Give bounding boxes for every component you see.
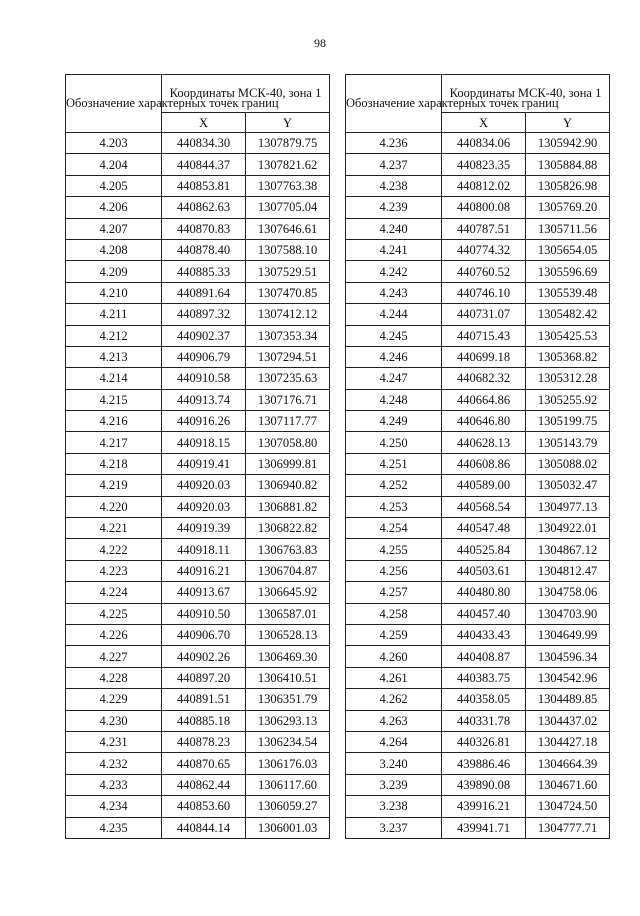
y-coordinate-cell: 1306940.82 bbox=[246, 475, 330, 496]
x-coordinate-cell: 440902.26 bbox=[162, 646, 246, 667]
y-coordinate-cell: 1304724.50 bbox=[526, 796, 610, 817]
table-row bbox=[346, 774, 610, 795]
coordinates-table-right bbox=[345, 74, 610, 839]
table-row bbox=[346, 560, 610, 581]
header-coordinates: Координаты МСК-40, зона 1 bbox=[162, 75, 330, 113]
header-y: Y bbox=[246, 113, 330, 133]
table-row bbox=[66, 218, 330, 239]
point-id-cell: 4.246 bbox=[346, 346, 442, 367]
point-id-cell: 4.219 bbox=[66, 475, 162, 496]
y-coordinate-cell: 1304542.96 bbox=[526, 667, 610, 688]
x-coordinate-cell: 440358.05 bbox=[442, 689, 526, 710]
y-coordinate-cell: 1305826.98 bbox=[526, 175, 610, 196]
x-coordinate-cell: 440897.32 bbox=[162, 304, 246, 325]
table-row bbox=[66, 154, 330, 175]
point-id-cell: 4.223 bbox=[66, 560, 162, 581]
header-coordinates: Координаты МСК-40, зона 1 bbox=[442, 75, 610, 113]
point-id-cell: 4.263 bbox=[346, 710, 442, 731]
x-coordinate-cell: 440853.60 bbox=[162, 796, 246, 817]
table-row bbox=[66, 389, 330, 410]
y-coordinate-cell: 1304758.06 bbox=[526, 582, 610, 603]
point-id-cell: 4.240 bbox=[346, 218, 442, 239]
x-coordinate-cell: 439890.08 bbox=[442, 774, 526, 795]
table-row bbox=[346, 154, 610, 175]
table-row bbox=[346, 432, 610, 453]
y-coordinate-cell: 1304867.12 bbox=[526, 539, 610, 560]
y-coordinate-cell: 1306410.51 bbox=[246, 667, 330, 688]
y-coordinate-cell: 1306293.13 bbox=[246, 710, 330, 731]
table-row bbox=[66, 175, 330, 196]
table-row bbox=[66, 496, 330, 517]
table-row bbox=[346, 667, 610, 688]
y-coordinate-cell: 1307176.71 bbox=[246, 389, 330, 410]
table-row bbox=[66, 731, 330, 752]
point-id-cell: 4.225 bbox=[66, 603, 162, 624]
y-coordinate-cell: 1305032.47 bbox=[526, 475, 610, 496]
y-coordinate-cell: 1305942.90 bbox=[526, 133, 610, 154]
point-id-cell: 4.237 bbox=[346, 154, 442, 175]
y-coordinate-cell: 1304977.13 bbox=[526, 496, 610, 517]
table-row bbox=[346, 368, 610, 389]
table-row bbox=[346, 646, 610, 667]
y-coordinate-cell: 1304649.99 bbox=[526, 624, 610, 645]
x-coordinate-cell: 440862.44 bbox=[162, 774, 246, 795]
point-id-cell: 4.216 bbox=[66, 411, 162, 432]
table-row bbox=[346, 518, 610, 539]
point-id-cell: 4.232 bbox=[66, 753, 162, 774]
x-coordinate-cell: 440823.35 bbox=[442, 154, 526, 175]
table-row bbox=[346, 218, 610, 239]
point-id-cell: 4.212 bbox=[66, 325, 162, 346]
header-point-designation: Обозначение характерных точек границ bbox=[346, 75, 442, 133]
table-row bbox=[66, 624, 330, 645]
x-coordinate-cell: 440844.14 bbox=[162, 817, 246, 838]
point-id-cell: 4.260 bbox=[346, 646, 442, 667]
x-coordinate-cell: 440774.32 bbox=[442, 239, 526, 260]
point-id-cell: 4.245 bbox=[346, 325, 442, 346]
point-id-cell: 4.208 bbox=[66, 239, 162, 260]
table-row bbox=[66, 646, 330, 667]
x-coordinate-cell: 440457.40 bbox=[442, 603, 526, 624]
x-coordinate-cell: 440906.70 bbox=[162, 624, 246, 645]
table-row bbox=[346, 175, 610, 196]
point-id-cell: 4.262 bbox=[346, 689, 442, 710]
y-coordinate-cell: 1304427.18 bbox=[526, 731, 610, 752]
y-coordinate-cell: 1306999.81 bbox=[246, 453, 330, 474]
point-id-cell: 4.255 bbox=[346, 539, 442, 560]
header-x: X bbox=[162, 113, 246, 133]
table-row bbox=[346, 689, 610, 710]
y-coordinate-cell: 1307529.51 bbox=[246, 261, 330, 282]
x-coordinate-cell: 440503.61 bbox=[442, 560, 526, 581]
y-coordinate-cell: 1306001.03 bbox=[246, 817, 330, 838]
table-row bbox=[66, 603, 330, 624]
y-coordinate-cell: 1306176.03 bbox=[246, 753, 330, 774]
point-id-cell: 4.258 bbox=[346, 603, 442, 624]
point-id-cell: 4.233 bbox=[66, 774, 162, 795]
point-id-cell: 4.261 bbox=[346, 667, 442, 688]
x-coordinate-cell: 440916.26 bbox=[162, 411, 246, 432]
y-coordinate-cell: 1304664.39 bbox=[526, 753, 610, 774]
x-coordinate-cell: 440853.81 bbox=[162, 175, 246, 196]
point-id-cell: 4.229 bbox=[66, 689, 162, 710]
y-coordinate-cell: 1306763.83 bbox=[246, 539, 330, 560]
x-coordinate-cell: 440920.03 bbox=[162, 475, 246, 496]
table-row bbox=[346, 603, 610, 624]
point-id-cell: 4.264 bbox=[346, 731, 442, 752]
point-id-cell: 4.226 bbox=[66, 624, 162, 645]
x-coordinate-cell: 440862.63 bbox=[162, 197, 246, 218]
x-coordinate-cell: 440918.11 bbox=[162, 539, 246, 560]
x-coordinate-cell: 439916.21 bbox=[442, 796, 526, 817]
x-coordinate-cell: 440628.13 bbox=[442, 432, 526, 453]
table-row bbox=[66, 475, 330, 496]
point-id-cell: 4.210 bbox=[66, 282, 162, 303]
y-coordinate-cell: 1304596.34 bbox=[526, 646, 610, 667]
x-coordinate-cell: 440800.08 bbox=[442, 197, 526, 218]
table-row bbox=[346, 389, 610, 410]
x-coordinate-cell: 440878.23 bbox=[162, 731, 246, 752]
point-id-cell: 4.222 bbox=[66, 539, 162, 560]
y-coordinate-cell: 1307588.10 bbox=[246, 239, 330, 260]
table-row bbox=[66, 453, 330, 474]
table-row bbox=[66, 774, 330, 795]
table-row bbox=[66, 432, 330, 453]
x-coordinate-cell: 440919.41 bbox=[162, 453, 246, 474]
y-coordinate-cell: 1306881.82 bbox=[246, 496, 330, 517]
x-coordinate-cell: 440906.79 bbox=[162, 346, 246, 367]
x-coordinate-cell: 440682.32 bbox=[442, 368, 526, 389]
y-coordinate-cell: 1305199.75 bbox=[526, 411, 610, 432]
y-coordinate-cell: 1305312.28 bbox=[526, 368, 610, 389]
point-id-cell: 4.251 bbox=[346, 453, 442, 474]
point-id-cell: 4.247 bbox=[346, 368, 442, 389]
table-row bbox=[66, 368, 330, 389]
x-coordinate-cell: 440433.43 bbox=[442, 624, 526, 645]
y-coordinate-cell: 1306117.60 bbox=[246, 774, 330, 795]
x-coordinate-cell: 440608.86 bbox=[442, 453, 526, 474]
y-coordinate-cell: 1304703.90 bbox=[526, 603, 610, 624]
y-coordinate-cell: 1305711.56 bbox=[526, 218, 610, 239]
table-row bbox=[346, 624, 610, 645]
table-row bbox=[66, 282, 330, 303]
y-coordinate-cell: 1307353.34 bbox=[246, 325, 330, 346]
table-row bbox=[346, 133, 610, 154]
x-coordinate-cell: 440331.78 bbox=[442, 710, 526, 731]
point-id-cell: 4.213 bbox=[66, 346, 162, 367]
table-row bbox=[66, 796, 330, 817]
y-coordinate-cell: 1307117.77 bbox=[246, 411, 330, 432]
point-id-cell: 4.253 bbox=[346, 496, 442, 517]
x-coordinate-cell: 440834.06 bbox=[442, 133, 526, 154]
table-row bbox=[346, 753, 610, 774]
y-coordinate-cell: 1304812.47 bbox=[526, 560, 610, 581]
y-coordinate-cell: 1306645.92 bbox=[246, 582, 330, 603]
x-coordinate-cell: 440760.52 bbox=[442, 261, 526, 282]
x-coordinate-cell: 440918.15 bbox=[162, 432, 246, 453]
y-coordinate-cell: 1305368.82 bbox=[526, 346, 610, 367]
point-id-cell: 4.209 bbox=[66, 261, 162, 282]
y-coordinate-cell: 1305482.42 bbox=[526, 304, 610, 325]
x-coordinate-cell: 440897.20 bbox=[162, 667, 246, 688]
y-coordinate-cell: 1305539.48 bbox=[526, 282, 610, 303]
point-id-cell: 4.231 bbox=[66, 731, 162, 752]
x-coordinate-cell: 440919.39 bbox=[162, 518, 246, 539]
x-coordinate-cell: 440870.83 bbox=[162, 218, 246, 239]
x-coordinate-cell: 439941.71 bbox=[442, 817, 526, 838]
right-table-body bbox=[346, 133, 610, 839]
table-row bbox=[66, 346, 330, 367]
x-coordinate-cell: 440885.18 bbox=[162, 710, 246, 731]
header-point-designation: Обозначение характерных точек границ bbox=[66, 75, 162, 133]
coordinates-table-left bbox=[65, 74, 330, 839]
point-id-cell: 4.230 bbox=[66, 710, 162, 731]
x-coordinate-cell: 440870.65 bbox=[162, 753, 246, 774]
point-id-cell: 4.235 bbox=[66, 817, 162, 838]
point-id-cell: 4.205 bbox=[66, 175, 162, 196]
y-coordinate-cell: 1307235.63 bbox=[246, 368, 330, 389]
table-row bbox=[346, 710, 610, 731]
point-id-cell: 4.252 bbox=[346, 475, 442, 496]
table-row bbox=[346, 239, 610, 260]
point-id-cell: 4.214 bbox=[66, 368, 162, 389]
table-row bbox=[66, 539, 330, 560]
point-id-cell: 4.228 bbox=[66, 667, 162, 688]
table-row bbox=[346, 796, 610, 817]
point-id-cell: 3.237 bbox=[346, 817, 442, 838]
y-coordinate-cell: 1307470.85 bbox=[246, 282, 330, 303]
x-coordinate-cell: 440664.86 bbox=[442, 389, 526, 410]
y-coordinate-cell: 1304489.85 bbox=[526, 689, 610, 710]
point-id-cell: 3.239 bbox=[346, 774, 442, 795]
table-row bbox=[66, 689, 330, 710]
x-coordinate-cell: 440878.40 bbox=[162, 239, 246, 260]
x-coordinate-cell: 440646.80 bbox=[442, 411, 526, 432]
point-id-cell: 3.238 bbox=[346, 796, 442, 817]
x-coordinate-cell: 440731.07 bbox=[442, 304, 526, 325]
table-row bbox=[346, 731, 610, 752]
point-id-cell: 4.242 bbox=[346, 261, 442, 282]
x-coordinate-cell: 440834.30 bbox=[162, 133, 246, 154]
y-coordinate-cell: 1307705.04 bbox=[246, 197, 330, 218]
point-id-cell: 4.241 bbox=[346, 239, 442, 260]
point-id-cell: 4.239 bbox=[346, 197, 442, 218]
page-number: 98 bbox=[314, 36, 326, 50]
y-coordinate-cell: 1306704.87 bbox=[246, 560, 330, 581]
y-coordinate-cell: 1307412.12 bbox=[246, 304, 330, 325]
table-row bbox=[66, 518, 330, 539]
point-id-cell: 4.256 bbox=[346, 560, 442, 581]
point-id-cell: 4.249 bbox=[346, 411, 442, 432]
point-id-cell: 4.254 bbox=[346, 518, 442, 539]
y-coordinate-cell: 1307294.51 bbox=[246, 346, 330, 367]
x-coordinate-cell: 440910.50 bbox=[162, 603, 246, 624]
point-id-cell: 4.257 bbox=[346, 582, 442, 603]
y-coordinate-cell: 1307763.38 bbox=[246, 175, 330, 196]
y-coordinate-cell: 1304437.02 bbox=[526, 710, 610, 731]
x-coordinate-cell: 440589.00 bbox=[442, 475, 526, 496]
point-id-cell: 4.206 bbox=[66, 197, 162, 218]
table-row bbox=[66, 197, 330, 218]
y-coordinate-cell: 1307646.61 bbox=[246, 218, 330, 239]
point-id-cell: 4.215 bbox=[66, 389, 162, 410]
point-id-cell: 4.238 bbox=[346, 175, 442, 196]
x-coordinate-cell: 440920.03 bbox=[162, 496, 246, 517]
point-id-cell: 4.203 bbox=[66, 133, 162, 154]
point-id-cell: 4.243 bbox=[346, 282, 442, 303]
x-coordinate-cell: 440699.18 bbox=[442, 346, 526, 367]
table-row bbox=[66, 710, 330, 731]
x-coordinate-cell: 440547.48 bbox=[442, 518, 526, 539]
point-id-cell: 3.240 bbox=[346, 753, 442, 774]
point-id-cell: 4.248 bbox=[346, 389, 442, 410]
table-row bbox=[66, 133, 330, 154]
table-row bbox=[346, 496, 610, 517]
table-row bbox=[66, 411, 330, 432]
point-id-cell: 4.211 bbox=[66, 304, 162, 325]
table-row bbox=[66, 325, 330, 346]
point-id-cell: 4.236 bbox=[346, 133, 442, 154]
point-id-cell: 4.224 bbox=[66, 582, 162, 603]
x-coordinate-cell: 440916.21 bbox=[162, 560, 246, 581]
point-id-cell: 4.217 bbox=[66, 432, 162, 453]
y-coordinate-cell: 1305596.69 bbox=[526, 261, 610, 282]
x-coordinate-cell: 440844.37 bbox=[162, 154, 246, 175]
y-coordinate-cell: 1306469.30 bbox=[246, 646, 330, 667]
table-row bbox=[346, 817, 610, 838]
x-coordinate-cell: 440480.80 bbox=[442, 582, 526, 603]
x-coordinate-cell: 440715.43 bbox=[442, 325, 526, 346]
table-row bbox=[66, 753, 330, 774]
y-coordinate-cell: 1305654.05 bbox=[526, 239, 610, 260]
y-coordinate-cell: 1305255.92 bbox=[526, 389, 610, 410]
y-coordinate-cell: 1306587.01 bbox=[246, 603, 330, 624]
y-coordinate-cell: 1305143.79 bbox=[526, 432, 610, 453]
table-row bbox=[346, 475, 610, 496]
table-row bbox=[66, 817, 330, 838]
x-coordinate-cell: 440891.64 bbox=[162, 282, 246, 303]
y-coordinate-cell: 1304777.71 bbox=[526, 817, 610, 838]
x-coordinate-cell: 440910.58 bbox=[162, 368, 246, 389]
y-coordinate-cell: 1306822.82 bbox=[246, 518, 330, 539]
left-table-body bbox=[66, 133, 330, 839]
x-coordinate-cell: 440787.51 bbox=[442, 218, 526, 239]
point-id-cell: 4.250 bbox=[346, 432, 442, 453]
x-coordinate-cell: 440746.10 bbox=[442, 282, 526, 303]
table-row bbox=[66, 560, 330, 581]
x-coordinate-cell: 440902.37 bbox=[162, 325, 246, 346]
point-id-cell: 4.207 bbox=[66, 218, 162, 239]
table-row bbox=[346, 261, 610, 282]
y-coordinate-cell: 1306059.27 bbox=[246, 796, 330, 817]
x-coordinate-cell: 440891.51 bbox=[162, 689, 246, 710]
table-row bbox=[66, 667, 330, 688]
table-row bbox=[346, 282, 610, 303]
table-row bbox=[346, 411, 610, 432]
x-coordinate-cell: 440913.74 bbox=[162, 389, 246, 410]
point-id-cell: 4.221 bbox=[66, 518, 162, 539]
header-x: X bbox=[442, 113, 526, 133]
table-row bbox=[66, 261, 330, 282]
x-coordinate-cell: 440383.75 bbox=[442, 667, 526, 688]
table-row bbox=[346, 582, 610, 603]
table-row bbox=[346, 325, 610, 346]
y-coordinate-cell: 1305088.02 bbox=[526, 453, 610, 474]
y-coordinate-cell: 1304922.01 bbox=[526, 518, 610, 539]
table-row bbox=[346, 304, 610, 325]
y-coordinate-cell: 1306234.54 bbox=[246, 731, 330, 752]
x-coordinate-cell: 440885.33 bbox=[162, 261, 246, 282]
x-coordinate-cell: 440408.87 bbox=[442, 646, 526, 667]
x-coordinate-cell: 440812.02 bbox=[442, 175, 526, 196]
x-coordinate-cell: 440326.81 bbox=[442, 731, 526, 752]
point-id-cell: 4.244 bbox=[346, 304, 442, 325]
table-row bbox=[66, 582, 330, 603]
x-coordinate-cell: 440568.54 bbox=[442, 496, 526, 517]
table-row bbox=[346, 346, 610, 367]
table-row bbox=[66, 239, 330, 260]
table-row bbox=[346, 453, 610, 474]
table-row bbox=[346, 197, 610, 218]
y-coordinate-cell: 1304671.60 bbox=[526, 774, 610, 795]
point-id-cell: 4.227 bbox=[66, 646, 162, 667]
y-coordinate-cell: 1307058.80 bbox=[246, 432, 330, 453]
point-id-cell: 4.234 bbox=[66, 796, 162, 817]
x-coordinate-cell: 440913.67 bbox=[162, 582, 246, 603]
y-coordinate-cell: 1305769.20 bbox=[526, 197, 610, 218]
y-coordinate-cell: 1307821.62 bbox=[246, 154, 330, 175]
x-coordinate-cell: 440525.84 bbox=[442, 539, 526, 560]
y-coordinate-cell: 1305425.53 bbox=[526, 325, 610, 346]
header-y: Y bbox=[526, 113, 610, 133]
y-coordinate-cell: 1305884.88 bbox=[526, 154, 610, 175]
point-id-cell: 4.259 bbox=[346, 624, 442, 645]
point-id-cell: 4.204 bbox=[66, 154, 162, 175]
x-coordinate-cell: 439886.46 bbox=[442, 753, 526, 774]
table-row bbox=[66, 304, 330, 325]
y-coordinate-cell: 1307879.75 bbox=[246, 133, 330, 154]
point-id-cell: 4.218 bbox=[66, 453, 162, 474]
y-coordinate-cell: 1306528.13 bbox=[246, 624, 330, 645]
point-id-cell: 4.220 bbox=[66, 496, 162, 517]
y-coordinate-cell: 1306351.79 bbox=[246, 689, 330, 710]
table-row bbox=[346, 539, 610, 560]
